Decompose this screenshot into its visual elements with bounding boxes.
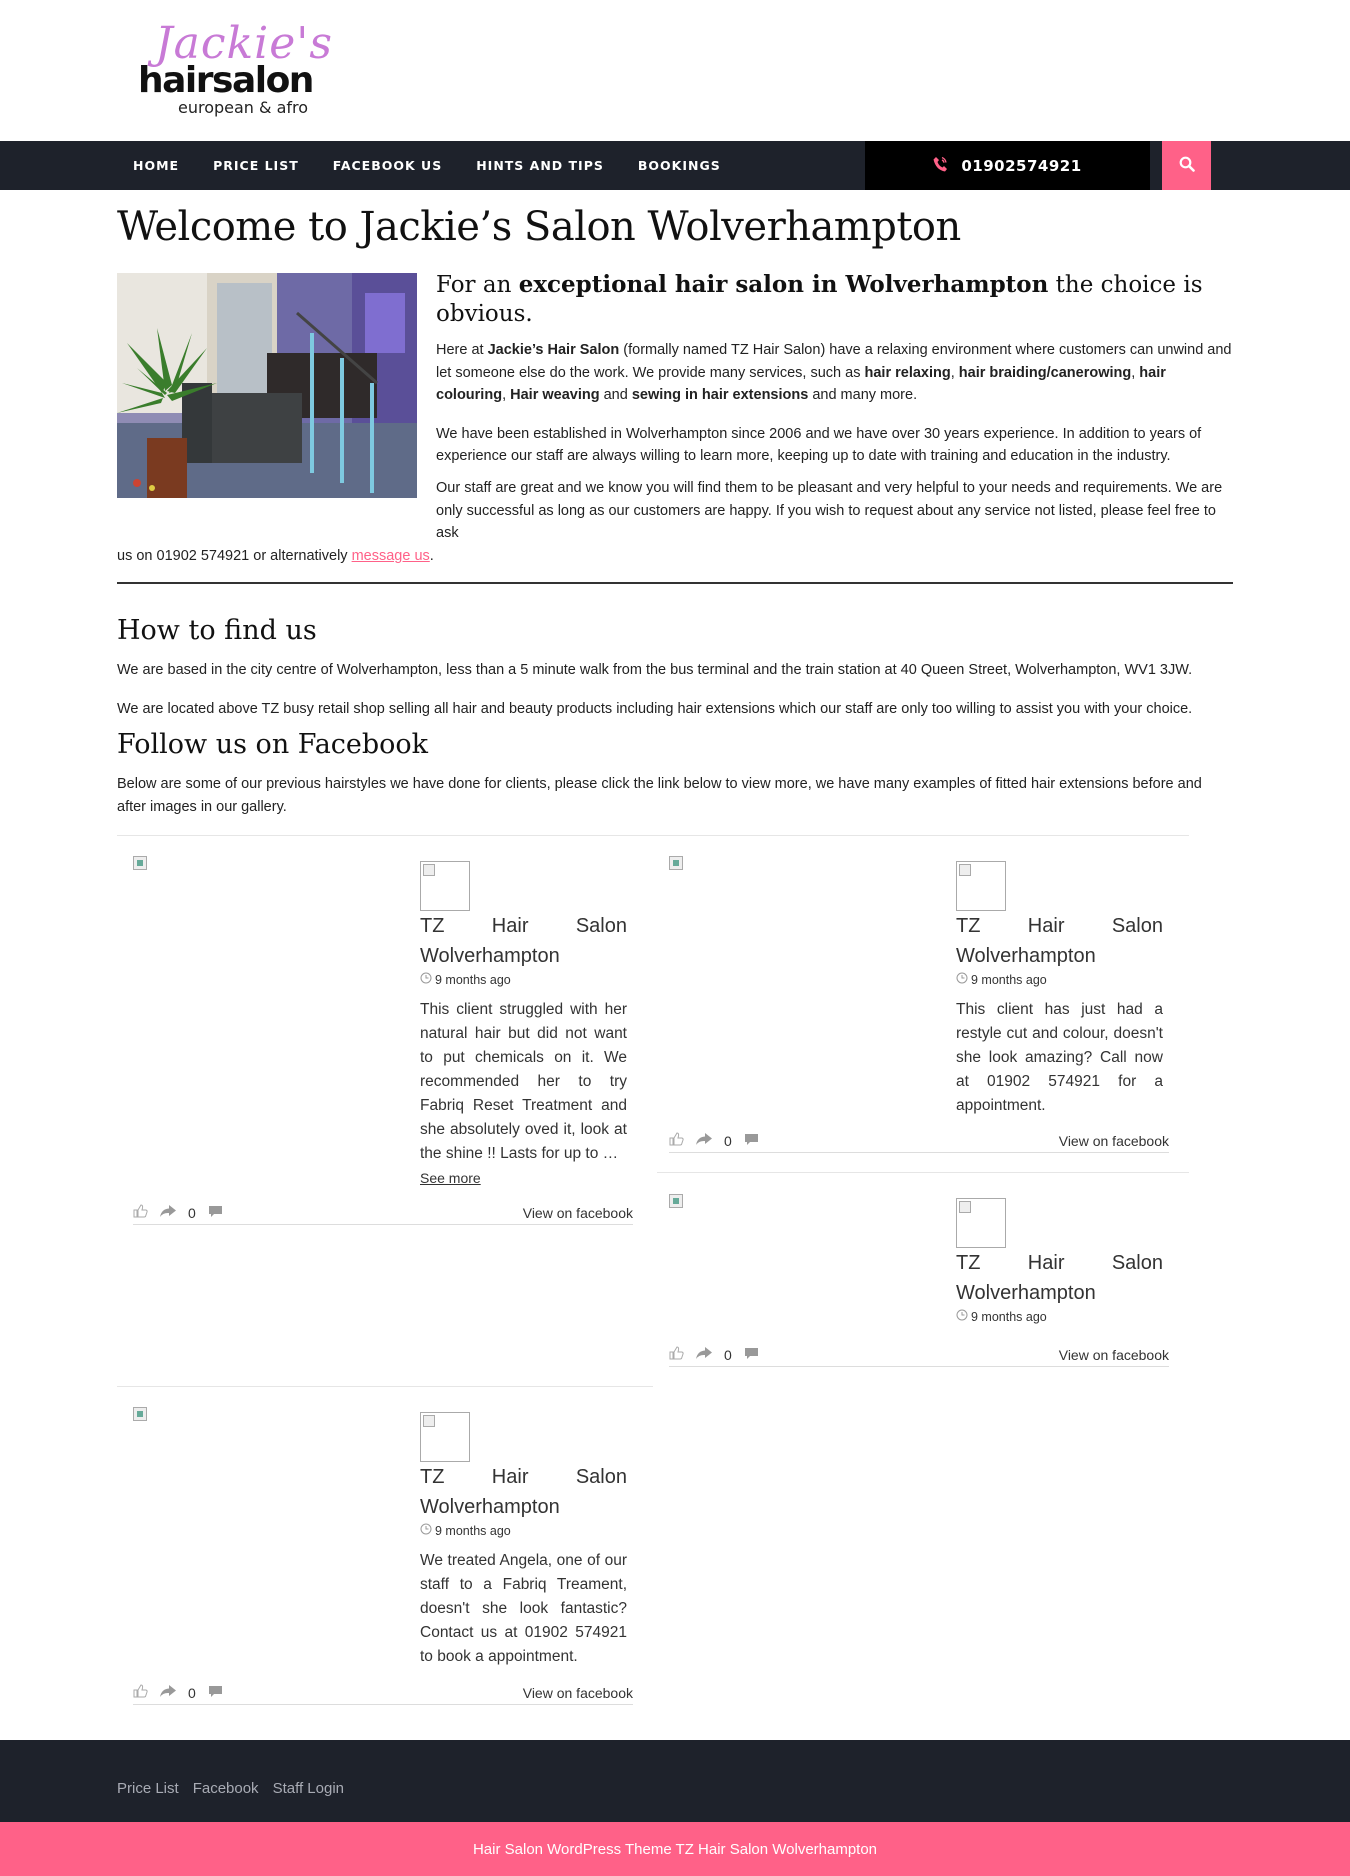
- post-timestamp: [956, 972, 1047, 987]
- site-logo[interactable]: [133, 18, 353, 118]
- nav-item-bookings[interactable]: BOOKINGS: [637, 158, 721, 173]
- share-icon[interactable]: [160, 1205, 176, 1221]
- logo-main-text: hairsalon: [138, 60, 313, 101]
- comment-icon[interactable]: [208, 1205, 223, 1221]
- post-page-name-line2: Wolverhampton: [956, 1282, 1096, 1304]
- like-icon[interactable]: [669, 1346, 684, 1363]
- like-icon[interactable]: [133, 1684, 148, 1701]
- post-time-text: 9 months ago: [971, 1309, 1047, 1324]
- site-footer: [0, 1740, 1350, 1822]
- footer-link-staff-login[interactable]: Staff Login: [272, 1780, 345, 1797]
- nav-item-price-list[interactable]: PRICE LIST: [213, 158, 299, 173]
- like-icon[interactable]: [133, 1204, 148, 1221]
- footer-credit-bar: [0, 1822, 1350, 1876]
- logo-script-text: Jackie's: [155, 18, 333, 69]
- comment-icon[interactable]: [744, 1133, 759, 1149]
- post-actions: [133, 1201, 633, 1225]
- message-us-link[interactable]: message us: [351, 547, 430, 564]
- logo-tagline: european & afro: [178, 98, 309, 117]
- share-count: 0: [724, 1346, 732, 1363]
- find-us-heading: How to find us: [117, 615, 317, 646]
- search-button[interactable]: [1162, 141, 1211, 190]
- post-page-name[interactable]: [420, 1462, 627, 1522]
- view-on-facebook-link[interactable]: View on facebook: [522, 1684, 633, 1701]
- share-icon[interactable]: [696, 1347, 712, 1363]
- phone-number: 01902574921: [961, 156, 1082, 175]
- post-actions: [669, 1343, 1169, 1367]
- feed-top-border: [117, 835, 1189, 836]
- phone-icon: [933, 156, 947, 176]
- find-us-shop: We are located above TZ busy retail shop selling all hair and beauty products including hair extensions which our staff are only too willing to assist you with your choice.: [117, 701, 1193, 717]
- view-on-facebook-link[interactable]: View on facebook: [522, 1204, 633, 1221]
- intro-heading-bold: exceptional hair salon in Wolverhampton: [518, 271, 1049, 298]
- page-avatar[interactable]: [956, 861, 1006, 911]
- post-image[interactable]: [133, 856, 147, 870]
- share-icon[interactable]: [696, 1133, 712, 1149]
- page-avatar[interactable]: [420, 861, 470, 911]
- clock-icon: [956, 1309, 968, 1324]
- post-text: This client has just had a restyle cut and colour, doesn't she look amazing? Call now at 01902 574921 for a appointment.: [956, 1001, 1163, 1114]
- intro-paragraph-experience: We have been established in Wolverhampton since 2006 and we have over 30 years experience. In addition to years of experience our staff are always willing to learn more, keeping up to date with training and education in the industry.: [436, 425, 1202, 464]
- share-icon[interactable]: [160, 1685, 176, 1701]
- intro-section: [436, 270, 1233, 468]
- post-timestamp: [956, 1309, 1047, 1324]
- view-on-facebook-link[interactable]: View on facebook: [1058, 1132, 1169, 1149]
- like-icon[interactable]: [669, 1132, 684, 1149]
- footer-link-price-list[interactable]: Price List: [117, 1780, 179, 1797]
- post-page-name-line2: Wolverhampton: [420, 945, 560, 967]
- page-avatar[interactable]: [956, 1198, 1006, 1248]
- post-time-text: 9 months ago: [435, 972, 511, 987]
- post-page-name-line2: Wolverhampton: [956, 945, 1096, 967]
- facebook-intro: Below are some of our previous hairstyles we have done for clients, please click the link below to view more, we have many examples of fitted hair extensions before and after images in our gallery.: [117, 776, 1202, 815]
- intro-heading-end: the choice is obvious.: [436, 272, 1203, 327]
- comment-icon[interactable]: [208, 1685, 223, 1701]
- staff-paragraph-text: Our staff are great and we know you will find them to be pleasant and very helpful to your needs and requirements. We are only successful as long as our customers are happy. If you wish to request about any service not listed, please feel free to ask: [436, 480, 1223, 541]
- post-page-name[interactable]: [956, 1248, 1163, 1308]
- clock-icon: [420, 1523, 432, 1538]
- post-time-text: 9 months ago: [435, 1523, 511, 1538]
- post-page-name-line1: TZ Hair Salon: [420, 1466, 627, 1488]
- share-count: 0: [724, 1132, 732, 1149]
- post-timestamp: [420, 1523, 511, 1538]
- page-title: Welcome to Jackie’s Salon Wolverhampton: [117, 204, 961, 250]
- phone-number-box[interactable]: [865, 141, 1150, 190]
- staff-paragraph-contact: us on 01902 574921 or alternatively: [117, 547, 352, 564]
- post-border: [657, 1172, 1189, 1173]
- share-count: 0: [188, 1684, 196, 1701]
- salon-interior-photo: [117, 273, 417, 498]
- post-image[interactable]: [669, 1194, 683, 1208]
- post-actions: [669, 1129, 1169, 1153]
- nav-item-facebook-us[interactable]: FACEBOOK US: [332, 158, 443, 173]
- clock-icon: [420, 972, 432, 987]
- see-more-link[interactable]: See more: [420, 1170, 481, 1186]
- intro-paragraph-services: Here at Jackie’s Hair Salon (formally named TZ Hair Salon) have a relaxing environment where customers can unwind and let someone else do the work. We provide many services, such as hair relaxing, hair braiding/canerowing, hair colouring, Hair weaving and sewing in hair extensions and many more.: [436, 342, 1232, 403]
- footer-credit[interactable]: Hair Salon WordPress Theme TZ Hair Salon Wolverhampton: [472, 1840, 878, 1858]
- post-page-name[interactable]: [956, 911, 1163, 971]
- post-page-name-line2: Wolverhampton: [420, 1496, 560, 1518]
- post-text: This client struggled with her natural hair but did not want to put chemicals on it. We recommended her to try Fabriq Reset Treatment and she absolutely oved it, look at the shine !! Lasts for up to …: [420, 1001, 627, 1162]
- intro-paragraph-staff: Our staff are great and we know you will find them to be pleasant and very helpful to your needs and requirements. We are only successful as long as our customers are happy. If you wish to request about any service not listed, please feel free to ask us on 01902 574921 or alternatively message us.: [117, 477, 1233, 567]
- post-page-name[interactable]: [420, 911, 627, 971]
- post-actions: [133, 1681, 633, 1705]
- find-us-location: We are based in the city centre of Wolverhampton, less than a 5 minute walk from the bus terminal and the train station at 40 Queen Street, Wolverhampton, WV1 3JW.: [117, 662, 1193, 678]
- post-image[interactable]: [669, 856, 683, 870]
- search-icon: [1179, 156, 1195, 176]
- page-avatar[interactable]: [420, 1412, 470, 1462]
- post-border: [117, 1386, 653, 1387]
- post-page-name-line1: TZ Hair Salon: [956, 915, 1163, 937]
- comment-icon[interactable]: [744, 1347, 759, 1363]
- view-on-facebook-link[interactable]: View on facebook: [1058, 1346, 1169, 1363]
- section-divider: [117, 582, 1233, 584]
- post-timestamp: [420, 972, 511, 987]
- post-time-text: 9 months ago: [971, 972, 1047, 987]
- post-text: We treated Angela, one of our staff to a Fabriq Treament, doesn't she look fantastic? Contact us at 01902 574921 to book a appointment.: [420, 1552, 627, 1665]
- post-image[interactable]: [133, 1407, 147, 1421]
- facebook-heading: Follow us on Facebook: [117, 729, 429, 760]
- nav-item-hints-and-tips[interactable]: HINTS AND TIPS: [476, 158, 604, 173]
- site-header: [0, 0, 1350, 141]
- clock-icon: [956, 972, 968, 987]
- footer-link-facebook[interactable]: Facebook: [192, 1780, 259, 1797]
- intro-heading: [436, 270, 1233, 329]
- nav-item-home[interactable]: HOME: [133, 158, 180, 173]
- share-count: 0: [188, 1204, 196, 1221]
- post-page-name-line1: TZ Hair Salon: [956, 1252, 1163, 1274]
- intro-heading-text: For an: [436, 272, 519, 298]
- post-page-name-line1: TZ Hair Salon: [420, 915, 627, 937]
